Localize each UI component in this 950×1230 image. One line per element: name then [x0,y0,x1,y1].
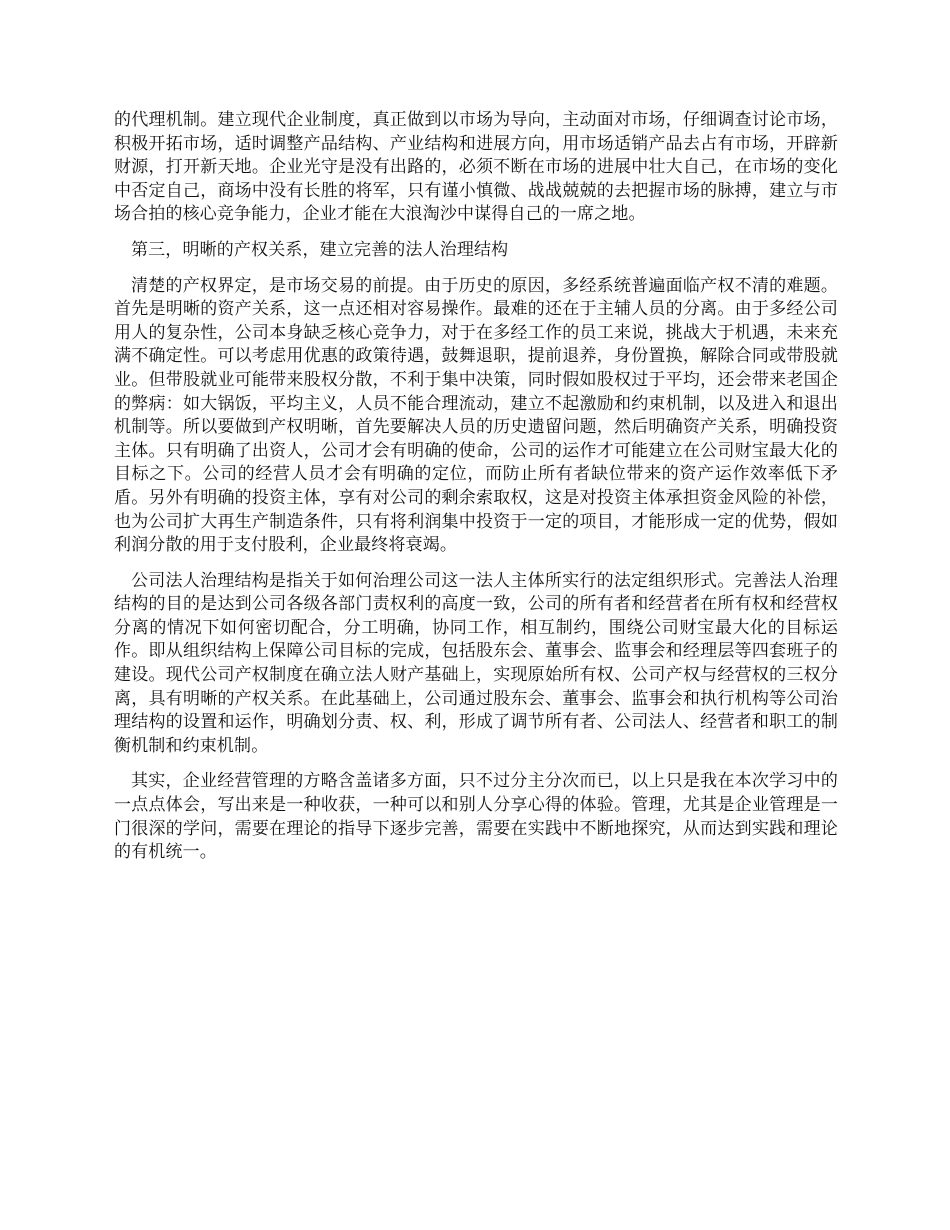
paragraph-conclusion: 其实，企业经营管理的方略含盖诸多方面，只不过分主分次而已，以上只是我在本次学习中的一点点体会，写出来是一种收获，一种可以和别人分享心得的体验。管理，尤其是企业管理是一门很深的学问，需要在理论的指导下逐步完善，需要在实践中不断地探究，从而达到实践和理论的有机统一。 [114,771,838,863]
paragraph-property-rights: 清楚的产权界定，是市场交易的前提。由于历史的原因，多经系统普遍面临产权不清的难题。首先是明晰的资产关系，这一点还相对容易操作。最难的还在于主辅人员的分离。由于多经公司用人的复杂性，公司本身缺乏核心竞争力，对于在多经工作的员工来说，挑战大于机遇，未来充满不确定性。可以考虑用优惠的政策待遇，鼓舞退职，提前退养，身份置换，解除合同或带股就业。但带股就业可能带来股权分散，不利于集中决策，同时假如股权过于平均，还会带来老国企的弊病：如大锅饭，平均主义，人员不能合理流动，建立不起激励和约束机制，以及进入和退出机制等。所以要做到产权明晰，首先要解决人员的历史遗留问题，然后明确资产关系，明确投资主体。只有明确了出资人，公司才会有明确的使命，公司的运作才可能建立在公司财宝最大化的目标之下。公司的经营人员才会有明确的定位，而防止所有者缺位带来的资产运作效率低下矛盾。另外有明确的投资主体，享有对公司的剩余索取权，这是对投资主体承担资金风险的补偿，也为公司扩大再生产制造条件，只有将利润集中投资于一定的项目，才能形成一定的优势，假如利润分散的用于支付股利，企业最终将衰竭。 [114,275,838,556]
document-page [114,109,838,877]
section-heading-property-rights: 第三，明晰的产权关系，建立完善的法人治理结构 [131,239,509,260]
paragraph-corporate-governance: 公司法人治理结构是指关于如何治理公司这一法人主体所实行的法定组织形式。完善法人治理结构的目的是达到公司各级各部门责权利的高度一致，公司的所有者和经营者在所有权和经营权分离的情况下如何密切配合，分工明确，协同工作，相互制约，围绕公司财宝最大化的目标运作。即从组织结构上保障公司目标的完成，包括股东会、董事会、监事会和经理层等四套班子的建设。现代公司产权制度在确立法人财产基础上，实现原始所有权、公司产权与经营权的三权分离，具有明晰的产权关系。在此基础上，公司通过股东会、董事会、监事会和执行机构等公司治理结构的设置和运作，明确划分责、权、利，形成了调节所有者、公司法人、经营者和职工的制衡机制和约束机制。 [114,570,838,756]
paragraph-market-orientation: 的代理机制。建立现代企业制度，真正做到以市场为导向，主动面对市场，仔细调查讨论市场，积极开拓市场，适时调整产品结构、产业结构和进展方向，用市场适销产品去占有市场，开辟新财源，打开新天地。企业光守是没有出路的，必须不断在市场的进展中壮大自己，在市场的变化中否定自己，商场中没有长胜的将军，只有谨小慎微、战战兢兢的去把握市场的脉搏，建立与市场合拍的核心竞争能力，企业才能在大浪淘沙中谋得自己的一席之地。 [114,110,838,225]
